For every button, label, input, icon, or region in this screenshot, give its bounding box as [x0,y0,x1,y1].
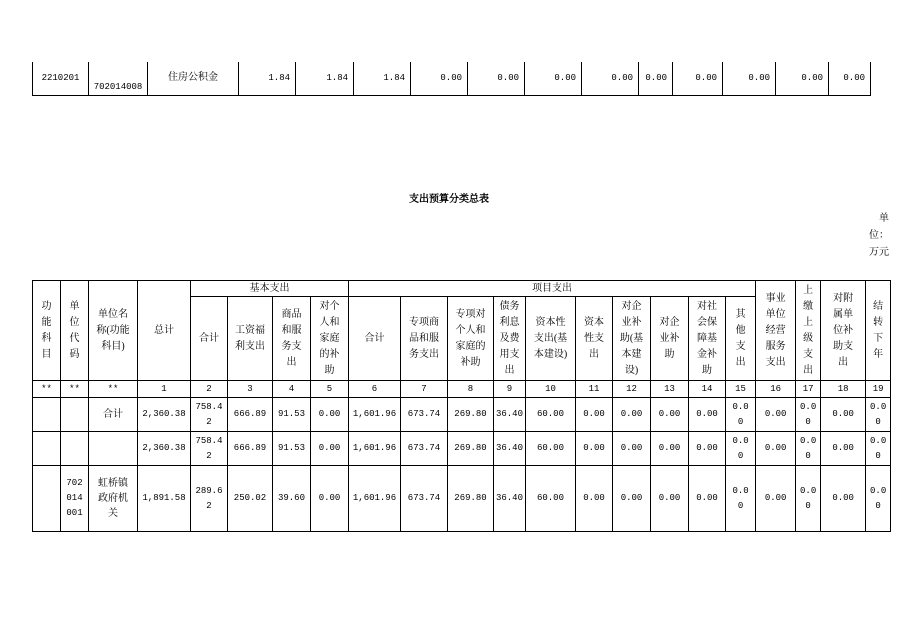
table-cell: 0.00 [756,398,796,432]
table-cell: 269.80 [448,432,494,466]
continued-table-fragment [32,62,871,96]
table-cell: 269.80 [448,398,494,432]
column-index-cell: 9 [494,381,526,398]
table-row [33,62,871,95]
header-function-subject: 功能科目 [33,281,61,381]
column-index-cell: 7 [401,381,448,398]
table-cell: 36.40 [494,466,526,532]
table-cell: 虹桥镇政府机关 [89,466,138,532]
table-cell: 0.00 [796,466,821,532]
page-title: 支出预算分类总表 [409,194,489,205]
amount-cell: 1.84 [354,62,411,95]
unit-note: 单位：万元 [869,213,889,258]
column-index-cell: 4 [273,381,311,398]
table-cell: 0.00 [821,466,866,532]
table-cell: 0.00 [689,398,726,432]
table-cell: 0.00 [866,432,891,466]
table-cell: 673.74 [401,398,448,432]
table-cell [33,432,61,466]
column-index-cell: 17 [796,381,821,398]
amount-cell: 0.00 [776,62,829,95]
header-capital-construction: 资本性支出(基本建设) [526,297,576,381]
header-basic-expenditure: 基本支出 [191,281,349,297]
header-capital: 资本性支出 [576,297,613,381]
table-cell: 39.60 [273,466,311,532]
table-cell: 0.00 [311,466,349,532]
column-index-cell: 13 [651,381,689,398]
table-cell: 60.00 [526,432,576,466]
amount-cell: 0.00 [468,62,525,95]
amount-cell: 0.00 [525,62,582,95]
table-cell: 36.40 [494,398,526,432]
column-index-row [33,381,891,398]
table-cell: 1,601.96 [349,432,401,466]
column-index-cell: 11 [576,381,613,398]
table-cell: 0.00 [651,466,689,532]
expenditure-budget-table [32,280,891,532]
table-cell: 0.00 [311,432,349,466]
header-other: 其他支出 [726,297,756,381]
table-cell: 0.00 [613,432,651,466]
column-index-cell: 3 [228,381,273,398]
table-cell: 0.00 [756,466,796,532]
unit-code: 702014008 [89,62,148,95]
function-subject-code: 2210201 [33,62,89,95]
table-row [33,398,891,432]
table-cell: 666.89 [228,432,273,466]
column-index-cell: 2 [191,381,228,398]
table-cell [89,432,138,466]
header-remit-to-superior: 上缴上级支出 [796,281,821,381]
table-cell: 2,360.38 [138,432,191,466]
table-cell: 0.00 [651,398,689,432]
header-personal-subsidy: 对个人和家庭的补助 [311,297,349,381]
table-cell: 0.00 [576,466,613,532]
table-cell: 0.00 [576,432,613,466]
header-subsidiary-subsidy: 对附属单位补助支出 [821,281,866,381]
amount-cell: 1.84 [296,62,354,95]
table-cell: 合计 [89,398,138,432]
table-cell: 0.00 [866,398,891,432]
table-cell [61,398,89,432]
column-index-cell: ** [89,381,138,398]
amount-cell: 0.00 [723,62,776,95]
table-cell: 60.00 [526,466,576,532]
column-index-cell: 14 [689,381,726,398]
table-cell: 1,891.58 [138,466,191,532]
table-cell: 0.00 [821,398,866,432]
amount-cell: 0.00 [582,62,639,95]
table-cell: 666.89 [228,398,273,432]
table-cell [61,432,89,466]
header-row-top [33,281,891,297]
table-cell: 269.80 [448,466,494,532]
table-cell: 0.00 [689,466,726,532]
header-project-subtotal: 合计 [349,297,401,381]
amount-cell: 1.84 [239,62,296,95]
table-cell: 36.40 [494,432,526,466]
column-index-cell: 18 [821,381,866,398]
table-cell: 91.53 [273,432,311,466]
table-cell: 0.00 [796,398,821,432]
header-enterprise-subsidy: 对企业补助 [651,297,689,381]
table-cell: 0.00 [576,398,613,432]
unit-name: 住房公积金 [148,62,239,95]
column-index-cell: 19 [866,381,891,398]
table-cell [33,398,61,432]
header-goods-services: 商品和服务支出 [273,297,311,381]
table-cell: 702014001 [61,466,89,532]
header-basic-subtotal: 合计 [191,297,228,381]
amount-cell: 0.00 [411,62,468,95]
header-project-expenditure: 项目支出 [349,281,756,297]
table-cell [33,466,61,532]
column-index-cell: ** [33,381,61,398]
table-cell: 0.00 [689,432,726,466]
column-index-cell: 5 [311,381,349,398]
table-cell: 289.62 [191,466,228,532]
header-business-operation: 事业单位经营服务支出 [756,281,796,381]
table-cell: 0.00 [311,398,349,432]
table-cell: 673.74 [401,466,448,532]
amount-cell: 0.00 [829,62,871,95]
header-unit-code: 单位代码 [61,281,89,381]
header-social-security-subsidy: 对社会保障基金补助 [689,297,726,381]
column-index-cell: ** [61,381,89,398]
table-cell: 60.00 [526,398,576,432]
header-unit-name: 单位名称(功能科目) [89,281,138,381]
table-cell: 758.42 [191,398,228,432]
table-cell: 0.00 [651,432,689,466]
column-index-cell: 6 [349,381,401,398]
table-cell: 758.42 [191,432,228,466]
table-cell: 91.53 [273,398,311,432]
header-grand-total: 总计 [138,281,191,381]
table-cell: 0.00 [756,432,796,466]
table-cell: 1,601.96 [349,398,401,432]
table-cell: 0.00 [726,432,756,466]
table-body [33,381,891,532]
table-cell: 0.00 [613,398,651,432]
amount-cell: 0.00 [639,62,673,95]
table-row [33,432,891,466]
table-cell: 0.00 [821,432,866,466]
header-special-goods-services: 专项商品和服务支出 [401,297,448,381]
column-index-cell: 12 [613,381,651,398]
header-special-personal-subsidy: 专项对个人和家庭的补助 [448,297,494,381]
header-debt-interest: 债务利息及费用支出 [494,297,526,381]
column-index-cell: 1 [138,381,191,398]
table-row [33,466,891,532]
header-carry-forward: 结转下年 [866,281,891,381]
table-cell: 250.02 [228,466,273,532]
table-cell: 0.00 [726,466,756,532]
column-index-cell: 16 [756,381,796,398]
header-enterprise-subsidy-construction: 对企业补助(基本建设) [613,297,651,381]
table-cell: 0.00 [613,466,651,532]
table-cell: 0.00 [726,398,756,432]
table-cell: 2,360.38 [138,398,191,432]
table-cell: 673.74 [401,432,448,466]
table-cell: 0.00 [866,466,891,532]
column-index-cell: 10 [526,381,576,398]
table-cell: 0.00 [796,432,821,466]
amount-cell: 0.00 [673,62,723,95]
table-cell: 1,601.96 [349,466,401,532]
header-wages-welfare: 工资福利支出 [228,297,273,381]
column-index-cell: 8 [448,381,494,398]
column-index-cell: 15 [726,381,756,398]
